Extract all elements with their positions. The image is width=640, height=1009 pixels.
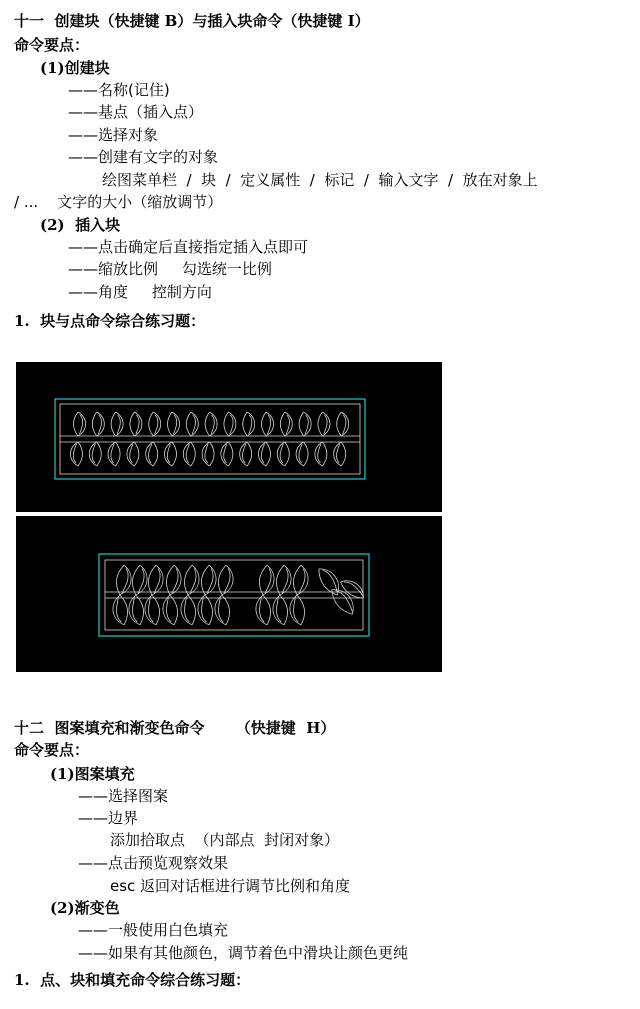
block-leaf (243, 412, 255, 436)
leaf-stroke (249, 415, 252, 434)
leaf-stroke (265, 568, 272, 593)
leaf-stroke (299, 412, 304, 436)
leaf-stroke (343, 415, 346, 434)
leaf-stroke (322, 442, 327, 466)
leaf-stroke (297, 594, 307, 624)
block-leaf (202, 442, 214, 466)
leaf-stroke (131, 564, 141, 594)
leaf-stroke (183, 442, 191, 466)
leaf-stroke (285, 412, 293, 436)
exercise-2-label: 1. 点、块和填充命令综合练习题： (14, 971, 251, 989)
block-leaf (224, 412, 236, 436)
block-leaf (254, 594, 272, 626)
menu-path: 绘图菜单栏 / 块 / 定义属性 / 标记 / 输入文字 / 放在对象上 (102, 171, 538, 189)
leaf-stroke (172, 568, 179, 593)
leaf-stroke (262, 412, 267, 436)
block-leaf (89, 442, 101, 466)
leaf-stroke (154, 568, 161, 593)
block-leaf (296, 442, 308, 466)
block-leaf (271, 594, 289, 626)
leaf-stroke (266, 412, 274, 436)
menu-path-cont: / ... 文字的大小（缩放调节） (14, 193, 223, 211)
leaf-stroke (207, 568, 214, 593)
leaf-stroke (116, 412, 124, 436)
cad-drawing-panel-1 (16, 362, 442, 512)
leaf-stroke (167, 444, 170, 463)
hatch-line: ——选择图案 (78, 787, 169, 805)
leaf-stroke (111, 412, 116, 436)
block-leaf (277, 442, 289, 466)
leaf-stroke (122, 568, 129, 593)
leaf-stroke (275, 564, 285, 594)
leaf-stroke (285, 442, 290, 466)
leaf-stroke (259, 442, 267, 466)
leaf-stroke (92, 412, 97, 436)
leaf-stroke (97, 442, 102, 466)
leaf-stroke (98, 415, 101, 434)
block-leaf (146, 442, 158, 466)
block-leaf (165, 564, 183, 596)
leaf-stroke (299, 568, 306, 593)
block-leaf (259, 442, 271, 466)
leaf-stroke (191, 412, 199, 436)
leaf-stroke (130, 412, 135, 436)
insert-block-title: (2) 插入块 (40, 216, 121, 234)
block-leaf (318, 412, 330, 436)
block-leaf (127, 442, 139, 466)
leaf-stroke (97, 412, 105, 436)
block-leaf (92, 412, 104, 436)
block-leaf (147, 564, 165, 596)
leaf-stroke (228, 442, 233, 466)
leaf-stroke (134, 412, 142, 436)
block-leaf (337, 412, 349, 436)
block-leaf (161, 594, 179, 626)
leaf-stroke (332, 584, 359, 614)
leaf-stroke (190, 568, 197, 593)
create-block-line: ——选择对象 (68, 126, 159, 144)
leaf-stroke (78, 412, 86, 436)
leaf-stroke (263, 594, 273, 624)
preview-line: ——点击预览观察效果 (78, 854, 229, 872)
block-leaf (200, 564, 218, 596)
leaf-stroke (92, 444, 95, 463)
leaf-stroke (186, 412, 191, 436)
leaf-stroke (221, 442, 229, 466)
leaf-stroke (324, 415, 327, 434)
block-leaf (258, 564, 276, 596)
leaf-stroke (341, 576, 368, 598)
leaf-stroke (228, 412, 236, 436)
create-block-title: (1)创建块 (40, 59, 110, 77)
block-leaf (275, 564, 293, 596)
leaf-stroke (192, 415, 195, 434)
block-leaf (334, 442, 346, 466)
block-leaf (168, 412, 180, 436)
leaf-stroke (210, 412, 218, 436)
leaf-stroke (152, 594, 162, 624)
leaf-stroke (165, 564, 175, 594)
block-leaf (262, 412, 274, 436)
leaf-stroke (191, 442, 196, 466)
exercise-1-label: 1. 块与点命令综合练习题： (14, 312, 206, 330)
leaf-stroke (134, 442, 139, 466)
leaf-stroke (136, 415, 139, 434)
leaf-stroke (155, 415, 158, 434)
leaf-stroke (243, 412, 248, 436)
esc-line: esc 返回对话框进行调节比例和角度 (110, 877, 351, 895)
leaf-stroke (222, 594, 232, 624)
leaf-stroke (108, 442, 116, 466)
leaf-stroke (78, 442, 83, 466)
block-leaf (108, 442, 120, 466)
block-leaf (131, 564, 149, 596)
block-leaf (288, 594, 306, 626)
leaf-stroke (136, 594, 146, 624)
gradient-line: ——如果有其他颜色，调节着色中滑块让颜色更纯 (78, 944, 409, 962)
leaf-stroke (211, 415, 214, 434)
leaf-stroke (217, 564, 227, 594)
pick-points-line: 添加拾取点 （内部点 封闭对象） (110, 831, 340, 849)
block-leaf (292, 564, 310, 596)
leaf-stroke (116, 442, 121, 466)
key-points-label: 命令要点： (14, 741, 90, 759)
leaf-stroke (120, 594, 130, 624)
leaf-stroke (165, 442, 173, 466)
leaf-stroke (71, 442, 79, 466)
leaf-stroke (314, 569, 337, 598)
leaf-stroke (280, 594, 290, 624)
block-leaf (280, 412, 292, 436)
insert-block-line: ——缩放比例 勾选统一比例 (68, 260, 272, 278)
hatch-line: ——边界 (78, 809, 139, 827)
leaf-stroke (200, 564, 210, 594)
leaf-stroke (230, 415, 233, 434)
block-leaf (165, 442, 177, 466)
leaf-stroke (138, 568, 145, 593)
leaf-stroke (74, 412, 79, 436)
leaf-stroke (292, 564, 302, 594)
leaf-stroke (261, 444, 264, 463)
block-leaf (183, 564, 201, 596)
leaf-stroke (89, 442, 97, 466)
leaf-stroke (247, 412, 255, 436)
leaf-stroke (115, 564, 125, 594)
rotated-leaf (314, 564, 344, 598)
block-leaf (115, 564, 133, 596)
block-leaf (179, 594, 197, 626)
leaf-stroke (266, 442, 271, 466)
block-leaf (186, 412, 198, 436)
block-leaf (149, 412, 161, 436)
leaf-stroke (334, 442, 342, 466)
leaf-stroke (224, 568, 231, 593)
leaf-stroke (322, 568, 341, 592)
leaf-stroke (111, 444, 114, 463)
leaf-stroke (304, 412, 312, 436)
key-points-label: 命令要点： (14, 36, 90, 54)
leaf-stroke (188, 594, 198, 624)
cad-drawing-panel-2 (16, 516, 442, 672)
leaf-stroke (168, 412, 173, 436)
leaf-stroke (268, 415, 271, 434)
create-block-line: ——基点（插入点） (68, 103, 204, 121)
leaf-stroke (318, 412, 323, 436)
leaf-stroke (183, 564, 193, 594)
block-leaf (143, 594, 161, 626)
section-11-heading: 十一 创建块（快捷键 B）与插入块命令（快捷键 I） (14, 12, 370, 30)
leaf-stroke (186, 444, 189, 463)
leaf-stroke (286, 415, 289, 434)
block-leaf (299, 412, 311, 436)
block-leaf (183, 442, 195, 466)
leaf-stroke (280, 444, 283, 463)
leaf-stroke (130, 444, 133, 463)
leaf-stroke (202, 442, 210, 466)
leaf-stroke (341, 442, 346, 466)
create-block-line: ——创建有文字的对象 (68, 148, 219, 166)
leaf-stroke (127, 442, 134, 466)
section-12-heading: 十二 图案填充和渐变色命令 （快捷键 H） (14, 719, 336, 737)
leaf-stroke (73, 444, 76, 463)
leaf-stroke (172, 442, 177, 466)
leaf-stroke (148, 444, 151, 463)
gradient-title: (2)渐变色 (50, 899, 120, 917)
insert-block-line: ——角度 控制方向 (68, 283, 212, 301)
outer-frame (55, 399, 365, 479)
leaf-stroke (146, 442, 154, 466)
leaf-stroke (172, 412, 180, 436)
block-leaf (315, 442, 327, 466)
leaf-stroke (337, 412, 342, 436)
block-leaf (205, 412, 217, 436)
leaf-stroke (205, 412, 210, 436)
leaf-stroke (170, 594, 180, 624)
leaf-stroke (224, 444, 227, 463)
block-array-drawing (16, 362, 442, 512)
leaf-stroke (318, 444, 321, 463)
leaf-stroke (242, 444, 245, 463)
leaf-stroke (277, 442, 285, 466)
leaf-stroke (322, 412, 330, 436)
block-leaf (240, 442, 252, 466)
block-leaf (213, 594, 231, 626)
block-leaf (74, 412, 86, 436)
insert-block-line: ——点击确定后直接指定插入点即可 (68, 238, 309, 256)
rotated-block-drawing (16, 516, 442, 672)
leaf-stroke (80, 415, 83, 434)
block-leaf (196, 594, 214, 626)
leaf-stroke (210, 442, 215, 466)
leaf-stroke (205, 444, 208, 463)
block-leaf (127, 594, 145, 626)
inner-frame (60, 404, 360, 474)
leaf-stroke (315, 442, 323, 466)
block-leaf (111, 412, 123, 436)
leaf-stroke (153, 412, 161, 436)
block-leaf (71, 442, 83, 466)
leaf-stroke (341, 412, 349, 436)
block-leaf (217, 564, 235, 596)
leaf-stroke (224, 412, 229, 436)
leaf-stroke (282, 568, 289, 593)
leaf-stroke (174, 415, 177, 434)
hatch-title: (1)图案填充 (50, 765, 135, 783)
leaf-stroke (328, 590, 353, 618)
leaf-stroke (304, 442, 309, 466)
rotated-leaf (328, 584, 360, 618)
gradient-line: ——一般使用白色填充 (78, 921, 229, 939)
leaf-stroke (153, 442, 158, 466)
leaf-stroke (205, 594, 215, 624)
leaf-stroke (336, 444, 339, 463)
leaf-stroke (240, 442, 248, 466)
create-block-line: ——名称(记住) (68, 81, 170, 99)
leaf-stroke (296, 442, 304, 466)
leaf-stroke (147, 564, 157, 594)
leaf-stroke (247, 442, 252, 466)
leaf-stroke (149, 412, 154, 436)
leaf-stroke (299, 444, 302, 463)
leaf-stroke (280, 412, 285, 436)
block-leaf (111, 594, 129, 626)
block-leaf (221, 442, 233, 466)
block-leaf (130, 412, 142, 436)
leaf-stroke (117, 415, 120, 434)
leaf-stroke (258, 564, 268, 594)
leaf-stroke (305, 415, 308, 434)
